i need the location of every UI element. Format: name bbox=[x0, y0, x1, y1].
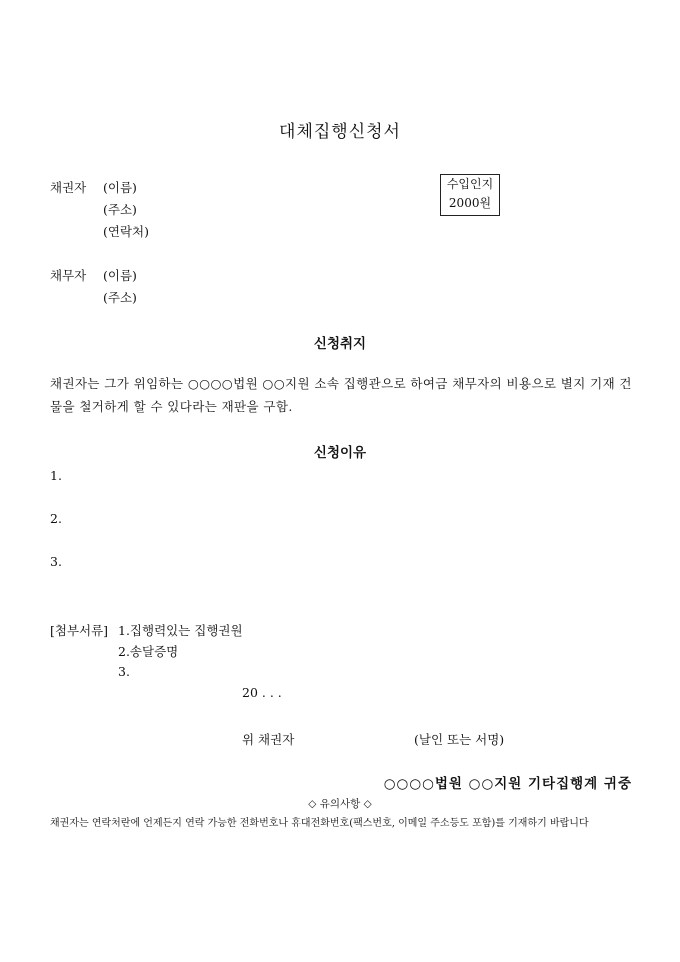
revenue-stamp-box bbox=[440, 174, 500, 216]
notice-text: 채권자는 연락처란에 언제든지 연락 가능한 전화번호나 휴대전화번호(팩스번호, 이메일 주소등도 포함)를 기재하기 바랍니다 bbox=[50, 818, 589, 829]
seal-or-signature-label: (날인 또는 서명) bbox=[414, 732, 505, 747]
date-line: 20 . . . bbox=[242, 685, 282, 700]
applicant-signature-label: 위 채권자 bbox=[242, 732, 295, 747]
stamp-label: 수입인지 bbox=[446, 177, 494, 191]
reason-item-2: 2. bbox=[50, 511, 62, 526]
debtor-address-field: (주소) bbox=[103, 290, 137, 305]
document-title: 대체집행신청서 bbox=[279, 122, 401, 142]
court-addressee: ○○○○법원 ○○지원 기타집행계 귀중 bbox=[383, 776, 632, 792]
purpose-text: 채권자는 그가 위임하는 ○○○○법원 ○○지원 소속 집행관으로 하여금 채무자의 비용으로 별지 기재 건물을 철거하게 할 수 있다라는 재판을 구함. bbox=[50, 376, 632, 414]
creditor-name-field: (이름) bbox=[103, 180, 137, 195]
debtor-label: 채무자 bbox=[50, 268, 87, 283]
creditor-address-field: (주소) bbox=[103, 202, 137, 217]
stamp-amount: 2000원 bbox=[448, 196, 492, 210]
notice-heading: ◇ 유의사항 ◇ bbox=[308, 798, 372, 810]
creditor-contact-field: (연락처) bbox=[103, 224, 149, 239]
attachment-item-2: 2.송달증명 bbox=[118, 644, 179, 659]
reasons-heading: 신청이유 bbox=[313, 445, 367, 461]
attachment-item-3: 3. bbox=[118, 664, 130, 679]
attachment-item-1: 1.집행력있는 집행권원 bbox=[118, 623, 243, 638]
attachments-label: [첨부서류] bbox=[50, 623, 109, 638]
debtor-name-field: (이름) bbox=[103, 268, 137, 283]
reason-item-1: 1. bbox=[50, 468, 62, 483]
purpose-heading: 신청취지 bbox=[313, 336, 367, 352]
reason-item-3: 3. bbox=[50, 554, 62, 569]
creditor-label: 채권자 bbox=[50, 180, 87, 195]
